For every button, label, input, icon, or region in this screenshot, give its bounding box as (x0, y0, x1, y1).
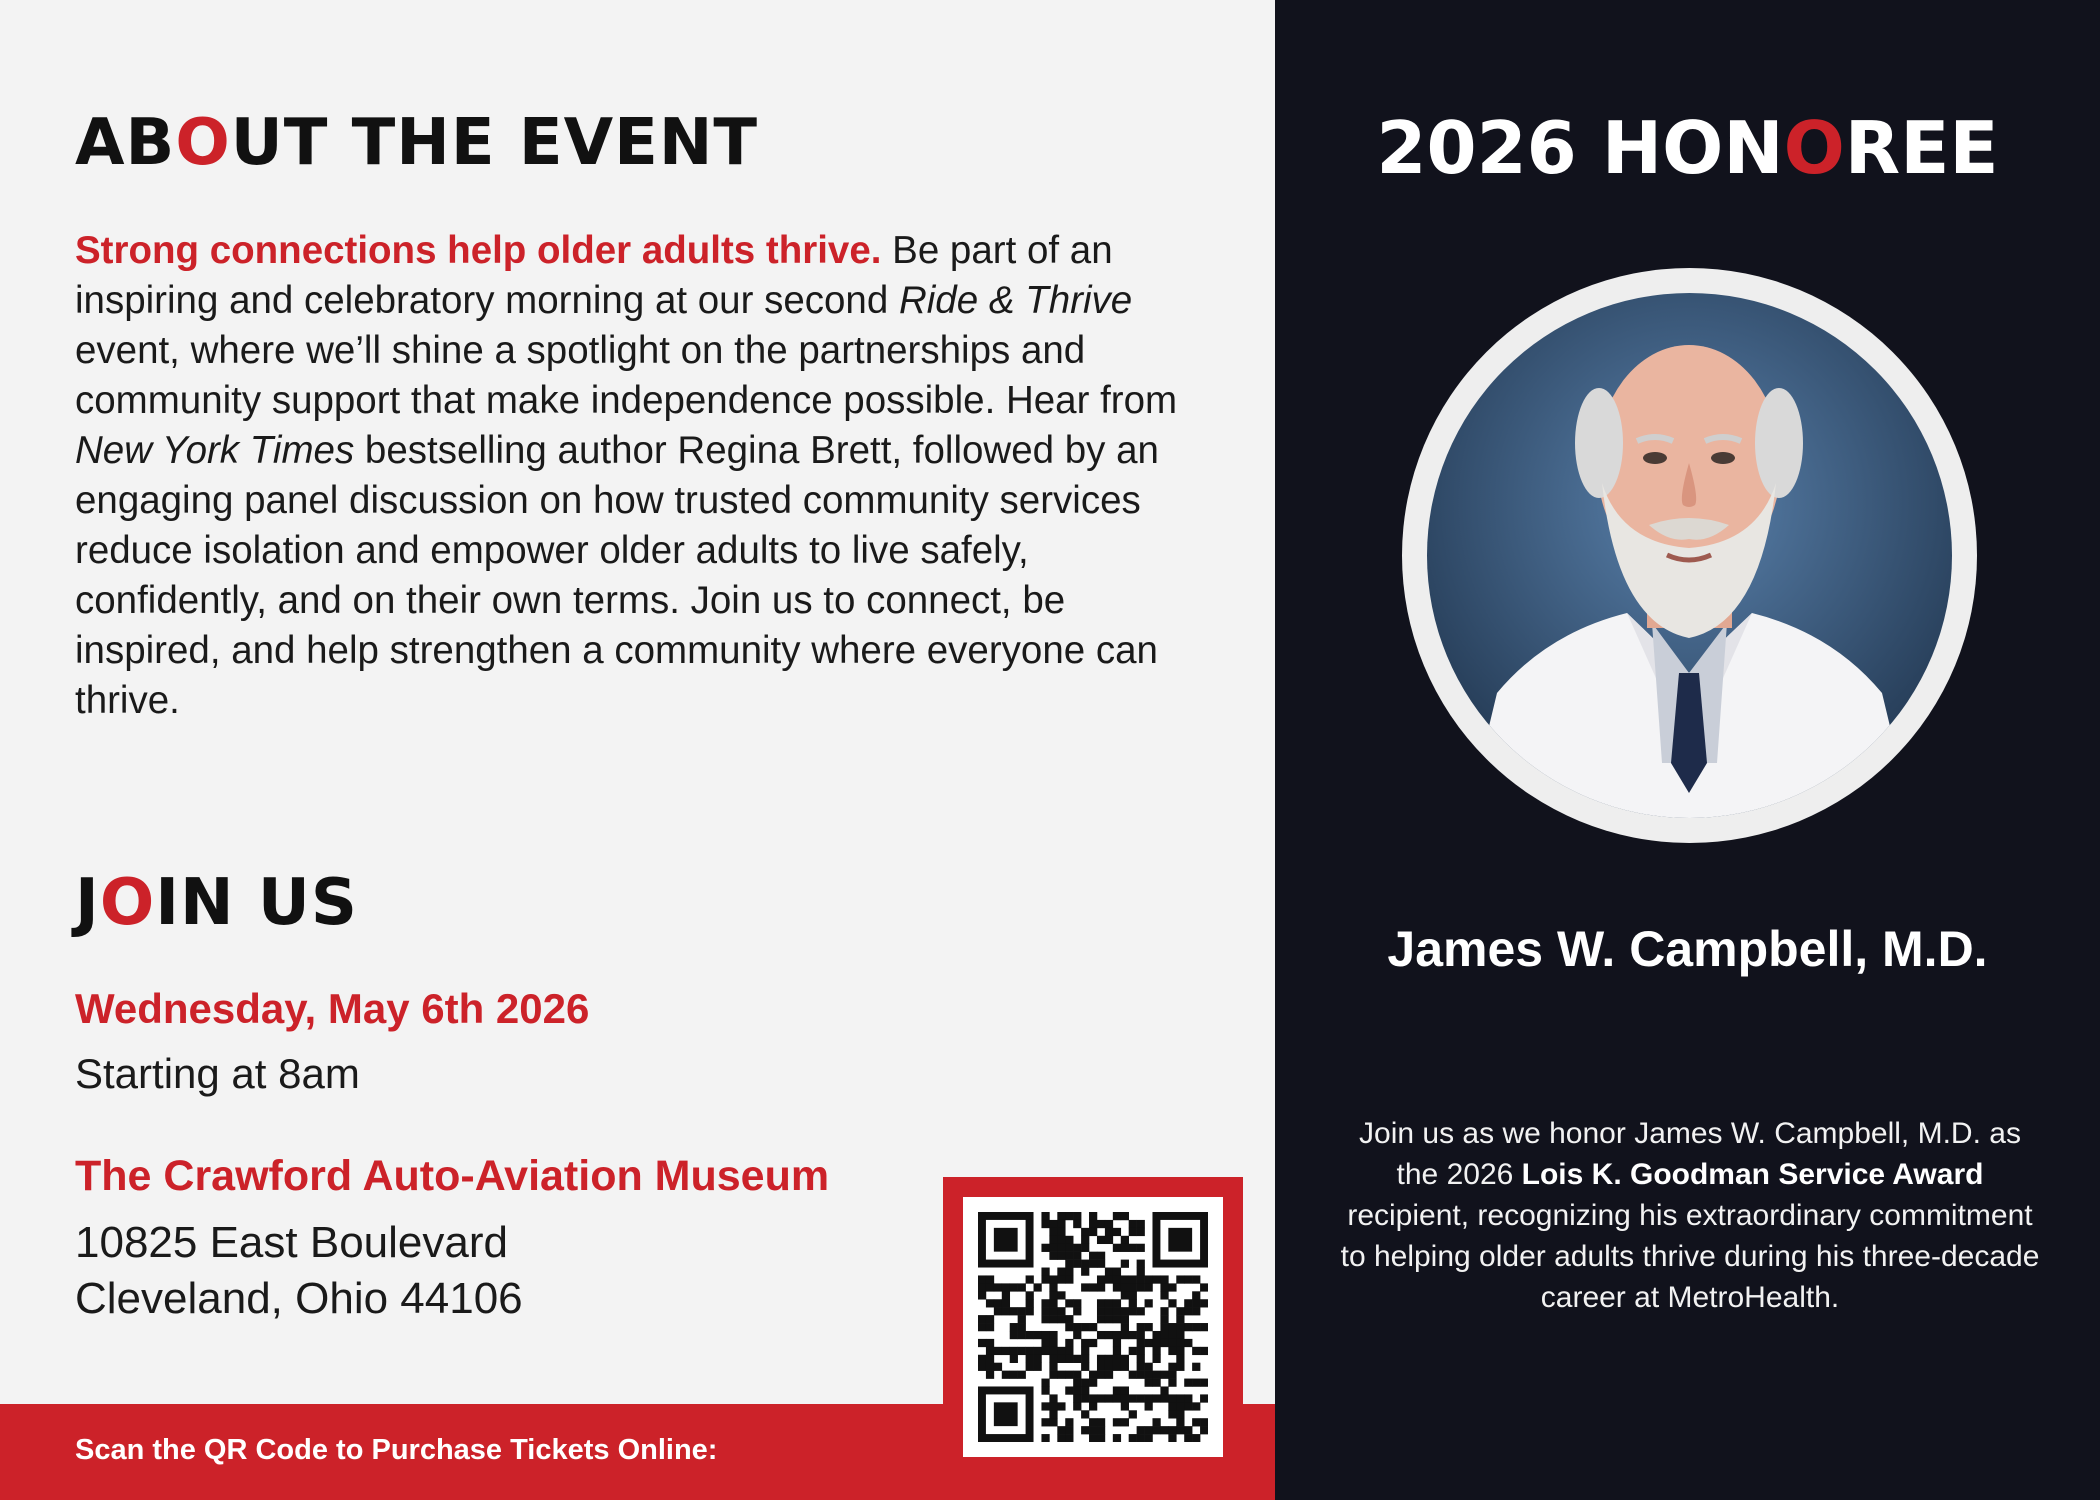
about-lead: Strong connections help older adults thrive. (75, 229, 882, 272)
publication-name: New York Times (75, 429, 355, 472)
event-name: Ride & Thrive (898, 279, 1133, 322)
honoree-panel (1275, 0, 2100, 1500)
honoree-title: 2026 HONOREE (1376, 106, 1999, 190)
join-title: JOIN US (75, 866, 358, 940)
event-time: Starting at 8am (75, 1050, 360, 1097)
address-line-2: Cleveland, Ohio 44106 (75, 1274, 523, 1323)
qr-frame (943, 1177, 1243, 1467)
honoree-description: Join us as we honor James W. Campbell, M.D. as the 2026 Lois K. Goodman Service Award recipient, recognizing his extraordinary commitment to helping older adults thrive during his three-decade career at MetroHealth. (1340, 1117, 2040, 1314)
honoree-portrait (1427, 293, 1952, 818)
venue-address (75, 1215, 523, 1327)
about-description: Strong connections help older adults thrive. Be part of an inspiring and celebratory morning at our second Ride & Thrive event, where we’ll shine a spotlight on the partnerships and community support that make independence possible. Hear from New York Times bestselling author Regina Brett, followed by an engaging panel discussion on how trusted community services reduce isolation and empower older adults to live safely, confidently, and on their own terms. Join us to connect, be inspired, and help strengthen a community where everyone can thrive. (75, 229, 1178, 722)
qr-prompt: Scan the QR Code to Purchase Tickets Online: (75, 1434, 718, 1466)
honoree-photo-frame (1402, 268, 1977, 843)
honoree-name: James W. Campbell, M.D. (1387, 921, 1988, 977)
event-date: Wednesday, May 6th 2026 (75, 985, 590, 1032)
qr-code-background (963, 1197, 1223, 1457)
address-line-1: 10825 East Boulevard (75, 1218, 508, 1267)
qr-code-icon[interactable] (978, 1212, 1208, 1442)
award-name: Lois K. Goodman Service Award (1521, 1158, 1984, 1191)
venue-name: The Crawford Auto-Aviation Museum (75, 1152, 830, 1200)
about-title: ABOUT THE EVENT (75, 106, 759, 180)
